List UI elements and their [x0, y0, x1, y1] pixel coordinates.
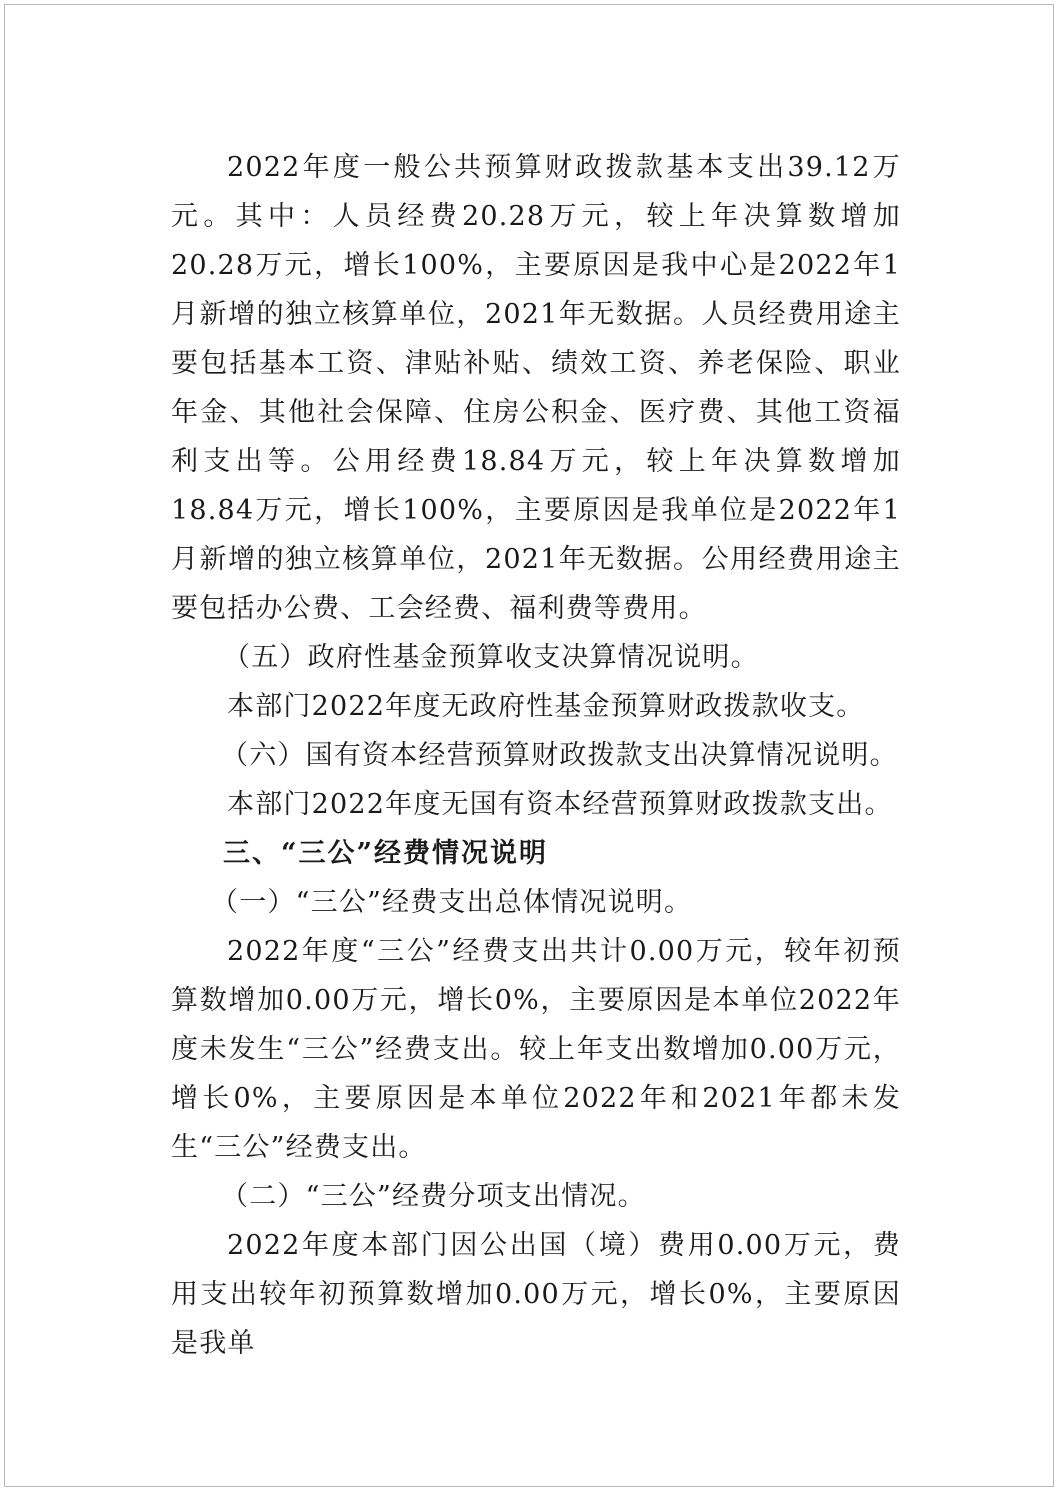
- heading-three-public-overall: （一）“三公”经费支出总体情况说明。: [211, 887, 693, 918]
- paragraph-state-capital: 本部门2022年度无国有资本经营预算财政拨款支出。: [227, 789, 893, 820]
- paragraph-basic-expenditure: 2022年度一般公共预算财政拨款基本支出39.12万元。其中：人员经费20.28万元，较上年决算数增加20.28万元，增长100%，主要原因是我中心是2022年1月新增的独立核算单位，2021年无数据。人员经费用途主要包括基本工资、津贴补贴、绩效工资、养老保险、职业年金、其他社会保障、住房公积金、医疗费、其他工资福利支出等。公用经费18.84万元，较上年决算数增加18.84万元，增长100%，主要原因是我单位是2022年1月新增的独立核算单位，2021年无数据。公用经费用途主要包括办公费、工会经费、福利费等费用。: [171, 152, 901, 624]
- paragraph-three-public-itemized: 2022年度本部门因公出国（境）费用0.00万元，费用支出较年初预算数增加0.00万元，增长0%，主要原因是我单: [171, 1230, 901, 1359]
- document-body: [171, 143, 901, 1368]
- paragraph-government-fund: 本部门2022年度无政府性基金预算财政拨款收支。: [227, 691, 865, 722]
- heading-three-public-itemized: （二）“三公”经费分项支出情况。: [221, 1181, 646, 1212]
- heading-three-public: 三、“三公”经费情况说明: [223, 838, 549, 869]
- document-page: [4, 4, 1054, 1487]
- heading-government-fund: （五）政府性基金预算收支决算情况说明。: [223, 642, 759, 673]
- paragraph-three-public-overall: 2022年度“三公”经费支出共计0.00万元，较年初预算数增加0.00万元，增长0%，主要原因是本单位2022年度未发生“三公”经费支出。较上年支出数增加0.00万元，增长0%，主要原因是本单位2022年和2021年都未发生“三公”经费支出。: [171, 936, 901, 1163]
- heading-state-capital: （六）国有资本经营预算财政拨款支出决算情况说明。: [221, 740, 898, 771]
